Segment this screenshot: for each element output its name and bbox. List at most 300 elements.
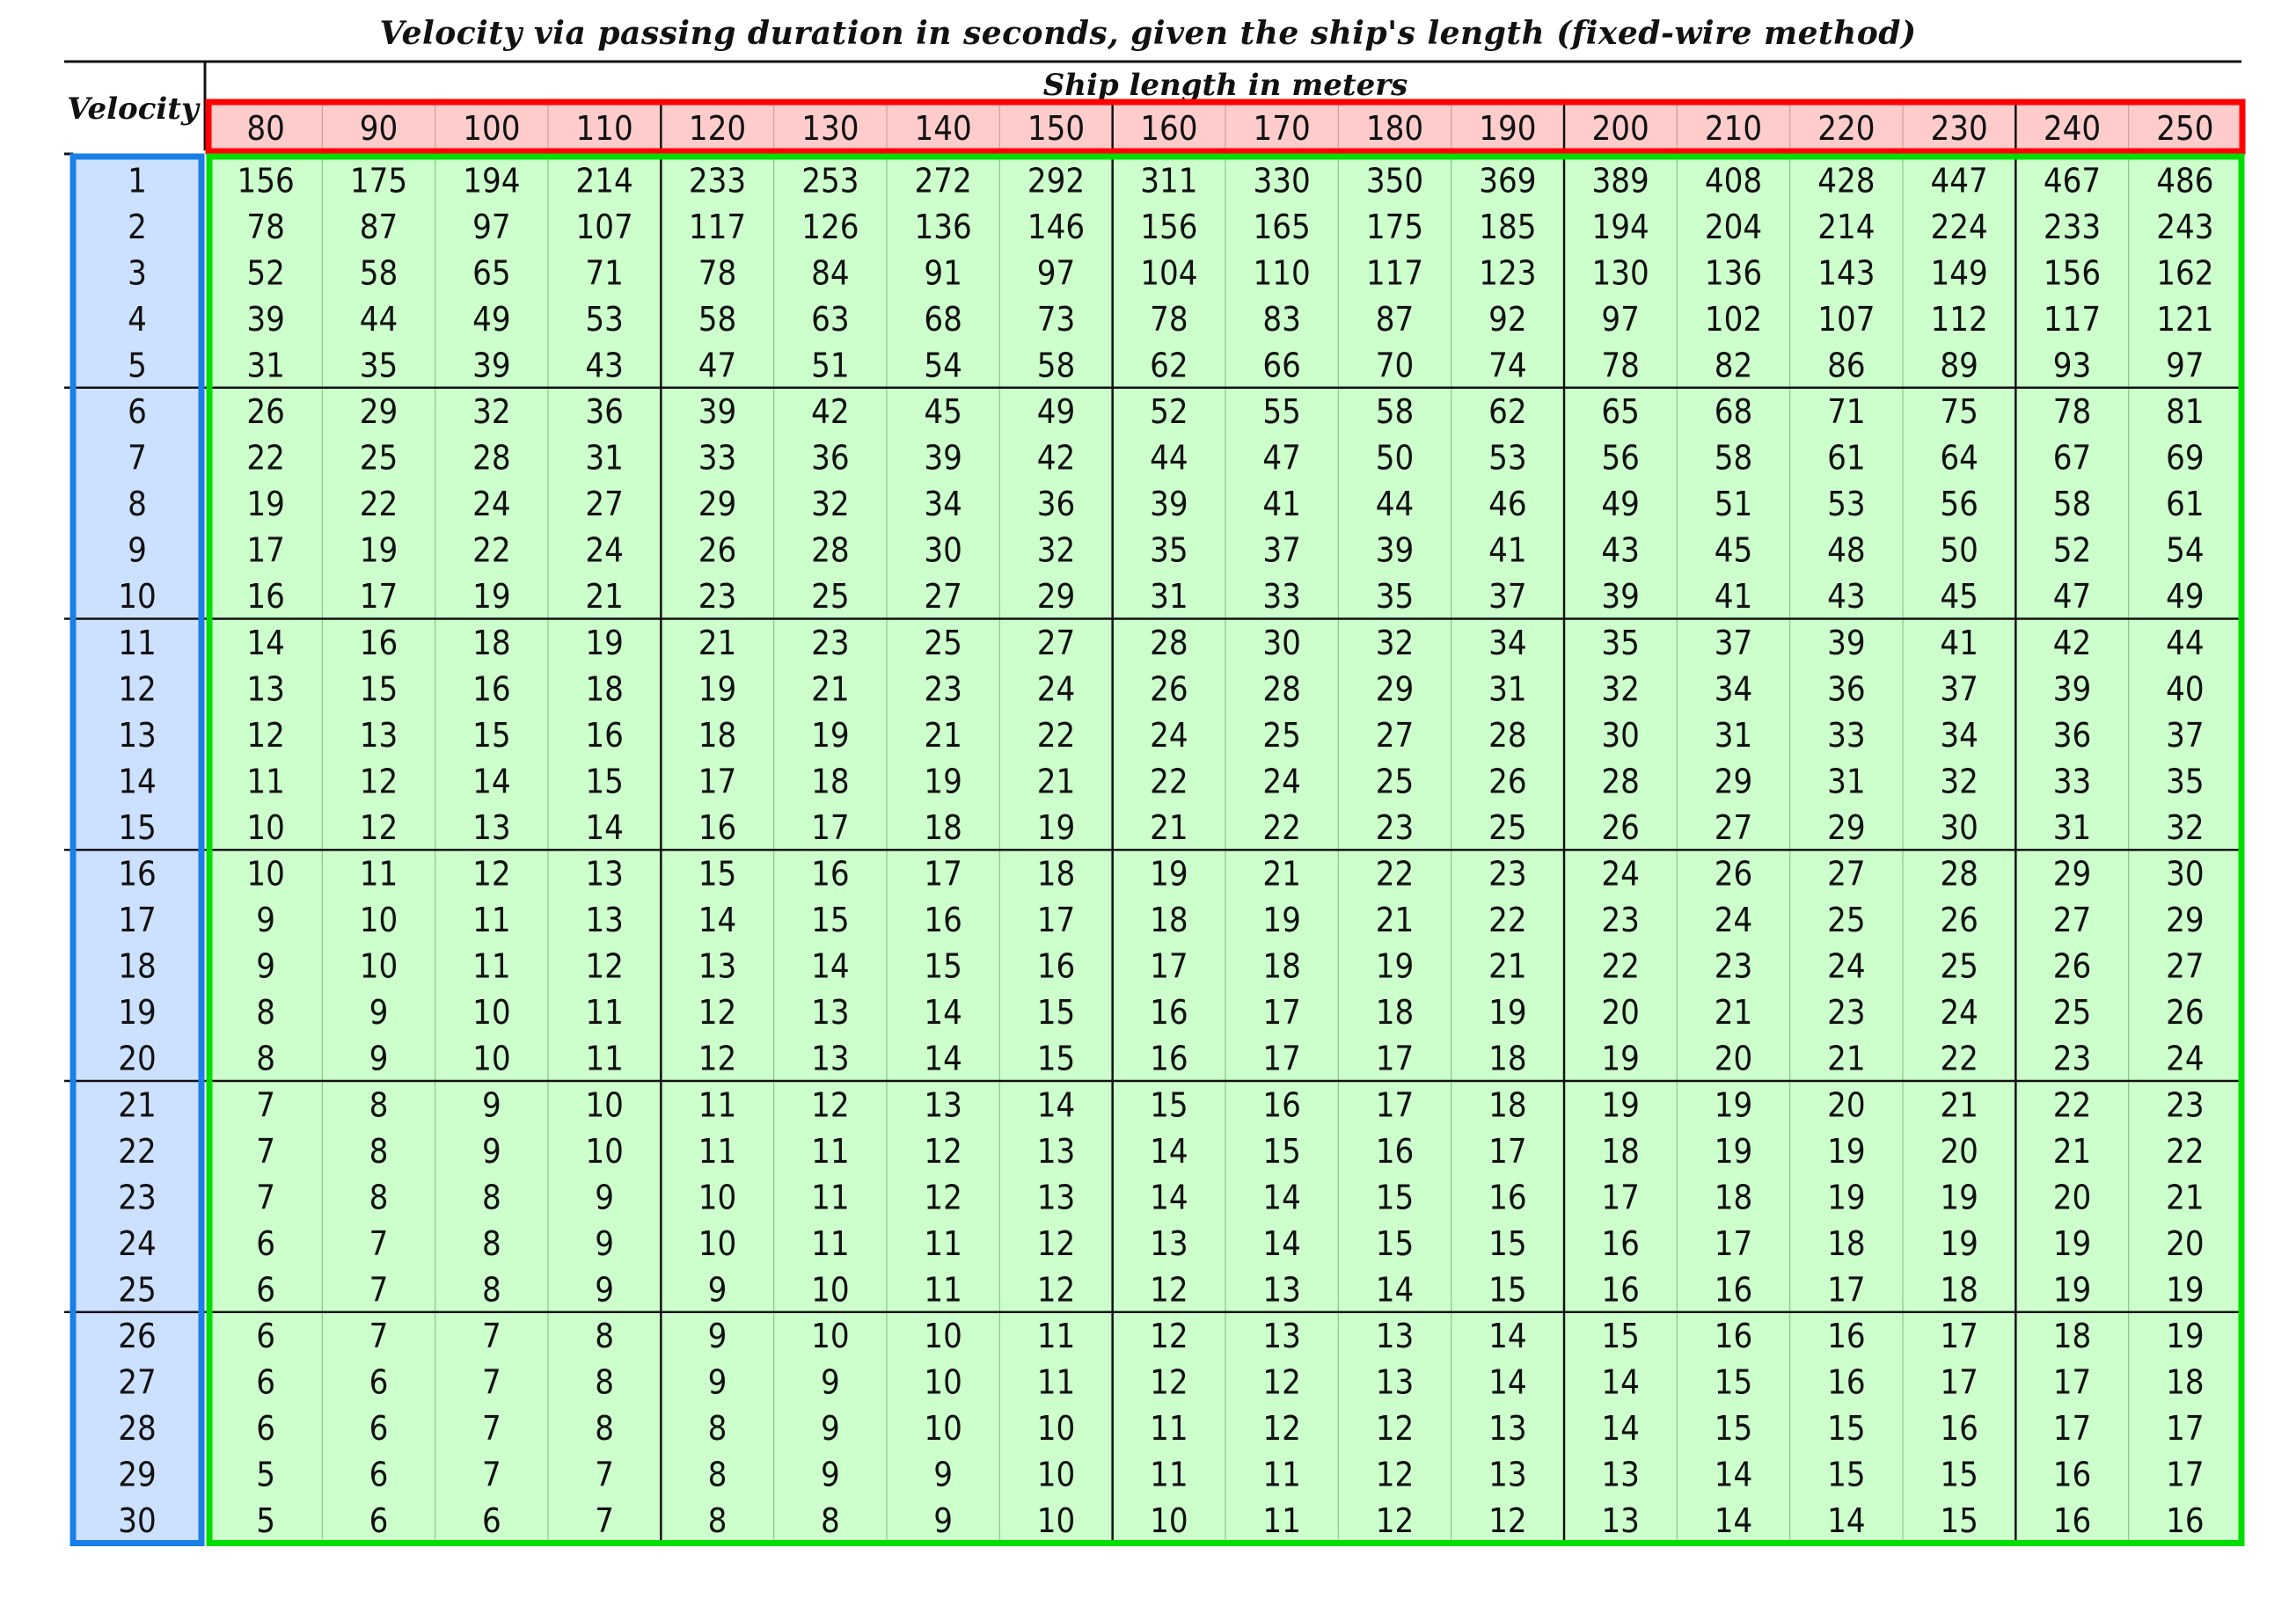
table-cell: 11 [1262,1455,1301,1494]
table-cell: 12 [1375,1409,1415,1449]
table-cell: 10 [811,1270,850,1310]
table-cell: 8 [707,1455,728,1494]
table-cell: 13 [1262,1317,1301,1356]
table-cell: 467 [2043,161,2102,201]
table-cell: 15 [1375,1178,1415,1217]
table-cell: 13 [472,807,511,847]
table-cell: 58 [1375,392,1415,432]
table-cell: 39 [698,392,737,432]
column-header-cell: 150 [1027,109,1086,148]
table-cell: 49 [2166,577,2205,617]
table-cell: 447 [1930,161,1988,201]
table-cell: 67 [2052,438,2092,478]
table-cell: 136 [914,207,972,246]
table-cell: 23 [811,623,850,662]
table-cell: 78 [1150,299,1188,339]
row-header-cell: 23 [118,1178,157,1217]
table-title: Velocity via passing duration in seconds, given the ship's length (fixed-wire method) [379,15,1917,52]
table-cell: 12 [1150,1270,1188,1310]
table-cell: 62 [1150,346,1188,385]
table-cell: 17 [246,530,285,570]
column-header-cell: 250 [2156,109,2214,148]
table-cell: 14 [585,807,624,847]
table-cell: 18 [472,623,511,662]
table-cell: 389 [1591,161,1649,201]
table-cell: 24 [2166,1039,2205,1078]
table-cell: 24 [472,485,511,524]
table-cell: 32 [811,485,850,524]
row-header-cell: 9 [128,530,147,570]
table-cell: 32 [1375,623,1415,662]
table-cell: 8 [481,1223,501,1263]
table-cell: 39 [246,299,285,339]
table-cell: 19 [1827,1178,1866,1217]
table-cell: 10 [1036,1455,1076,1494]
table-cell: 16 [2052,1501,2092,1541]
table-cell: 25 [1262,715,1301,755]
table-cell: 23 [698,577,737,617]
table-cell: 7 [256,1085,276,1125]
table-cell: 44 [359,299,399,339]
table-cell: 65 [1601,392,1640,432]
table-cell: 32 [2166,807,2205,847]
table-cell: 25 [1488,807,1527,847]
table-cell: 29 [359,392,399,432]
table-cell: 49 [1601,485,1640,524]
row-header-cell: 3 [128,253,147,293]
table-cell: 17 [1262,1039,1301,1078]
table-cell: 20 [1827,1085,1866,1125]
table-cell: 272 [914,161,972,201]
table-cell: 18 [1375,993,1415,1033]
table-cell: 224 [1930,207,1988,246]
table-cell: 13 [1262,1270,1301,1310]
table-cell: 35 [2166,762,2205,801]
table-cell: 8 [820,1501,840,1541]
table-cell: 19 [1827,1131,1866,1171]
table-cell: 14 [246,623,285,662]
table-cell: 20 [2166,1223,2205,1263]
table-cell: 20 [1714,1039,1753,1078]
table-cell: 19 [811,715,850,755]
table-cell: 16 [811,854,850,894]
table-cell: 34 [1488,623,1527,662]
table-cell: 15 [1827,1409,1866,1449]
table-cell: 21 [1036,762,1076,801]
table-cell: 53 [585,299,624,339]
table-cell: 48 [1827,530,1866,570]
table-cell: 12 [472,854,511,894]
table-cell: 13 [924,1085,962,1125]
table-cell: 15 [1036,1039,1076,1078]
table-cell: 22 [2052,1085,2092,1125]
table-cell: 37 [1714,623,1753,662]
table-cell: 81 [2166,392,2205,432]
table-cell: 68 [1714,392,1753,432]
table-cell: 10 [698,1223,737,1263]
table-cell: 65 [472,253,511,293]
table-cell: 32 [1940,762,1978,801]
row-header-cell: 8 [128,485,147,524]
table-cell: 26 [1488,762,1527,801]
table-cell: 47 [1262,438,1301,478]
table-cell: 58 [2052,485,2092,524]
table-cell: 13 [585,854,624,894]
table-cell: 92 [1488,299,1527,339]
table-cell: 21 [585,577,624,617]
table-cell: 11 [246,762,285,801]
table-cell: 32 [1036,530,1076,570]
table-cell: 53 [1488,438,1527,478]
column-header-cell: 200 [1591,109,1649,148]
table-cell: 14 [811,946,850,986]
table-cell: 9 [820,1362,840,1402]
row-header-cell: 27 [118,1362,157,1402]
table-cell: 41 [1262,485,1301,524]
row-header-cell: 26 [118,1317,157,1356]
table-cell: 11 [698,1085,737,1125]
table-cell: 6 [256,1317,276,1356]
table-cell: 13 [811,993,850,1033]
table-cell: 11 [811,1178,850,1217]
table-cell: 47 [2052,577,2092,617]
table-cell: 23 [2052,1039,2092,1078]
table-cell: 26 [1940,901,1978,940]
row-header-cell: 30 [118,1501,157,1541]
table-cell: 117 [2043,299,2102,339]
table-cell: 31 [246,346,285,385]
table-cell: 24 [1714,901,1753,940]
table-cell: 24 [1150,715,1188,755]
table-cell: 13 [1375,1317,1415,1356]
table-cell: 102 [1704,299,1763,339]
table-cell: 54 [924,346,962,385]
table-cell: 14 [1150,1131,1188,1171]
table-cell: 21 [1940,1085,1978,1125]
table-cell: 22 [1036,715,1076,755]
table-cell: 36 [1827,669,1866,709]
table-cell: 8 [369,1085,389,1125]
table-cell: 17 [2052,1362,2092,1402]
table-cell: 15 [1488,1223,1527,1263]
table-cell: 175 [1365,207,1424,246]
table-cell: 15 [924,946,962,986]
table-cell: 84 [811,253,850,293]
table-cell: 21 [1827,1039,1866,1078]
table-cell: 36 [585,392,624,432]
row-header-cell: 4 [128,299,147,339]
table-cell: 14 [1488,1317,1527,1356]
table-cell: 28 [1488,715,1527,755]
table-cell: 9 [595,1223,615,1263]
table-cell: 5 [256,1501,276,1541]
table-cell: 17 [359,577,399,617]
column-header-cell: 120 [688,109,747,148]
table-cell: 37 [2166,715,2205,755]
table-cell: 62 [1488,392,1527,432]
row-header-cell: 13 [118,715,157,755]
table-cell: 78 [1601,346,1640,385]
table-cell: 29 [698,485,737,524]
table-cell: 8 [481,1178,501,1217]
table-cell: 19 [585,623,624,662]
table-cell: 121 [2156,299,2214,339]
table-cell: 194 [1591,207,1649,246]
table-cell: 22 [1150,762,1188,801]
table-cell: 18 [2052,1317,2092,1356]
row-header-cell: 16 [118,854,157,894]
table-cell: 16 [1036,946,1076,986]
table-cell: 22 [1375,854,1415,894]
table-cell: 24 [1827,946,1866,986]
table-cell: 7 [481,1409,501,1449]
table-cell: 126 [801,207,859,246]
table-cell: 97 [472,207,511,246]
column-header-cell: 140 [914,109,972,148]
table-cell: 11 [1262,1501,1301,1541]
table-cell: 17 [1036,901,1076,940]
table-cell: 29 [2166,901,2205,940]
table-cell: 9 [707,1317,728,1356]
table-cell: 34 [1714,669,1753,709]
table-cell: 35 [1150,530,1188,570]
table-cell: 43 [585,346,624,385]
table-cell: 52 [2052,530,2092,570]
table-cell: 9 [707,1270,728,1310]
table-cell: 21 [698,623,737,662]
table-cell: 107 [1817,299,1876,339]
table-cell: 369 [1479,161,1537,201]
table-cell: 17 [924,854,962,894]
table-cell: 17 [1375,1085,1415,1125]
table-cell: 11 [1150,1455,1188,1494]
table-cell: 130 [1591,253,1649,293]
table-cell: 8 [595,1409,615,1449]
table-cell: 11 [585,993,624,1033]
table-cell: 123 [1479,253,1537,293]
table-cell: 25 [359,438,399,478]
table-cell: 28 [811,530,850,570]
table-cell: 19 [246,485,285,524]
row-header-cell: 22 [118,1131,157,1171]
table-cell: 24 [1601,854,1640,894]
table-cell: 175 [349,161,408,201]
table-cell: 12 [359,762,399,801]
table-cell: 18 [924,807,962,847]
table-cell: 29 [1036,577,1076,617]
table-cell: 19 [1940,1178,1978,1217]
table-cell: 22 [359,485,399,524]
table-cell: 44 [1375,485,1415,524]
table-cell: 10 [246,854,285,894]
table-cell: 110 [1253,253,1311,293]
row-header-cell: 18 [118,946,157,986]
row-header-cell: 12 [118,669,157,709]
table-cell: 19 [2052,1223,2092,1263]
table-cell: 24 [1940,993,1978,1033]
table-cell: 16 [1488,1178,1527,1217]
table-cell: 12 [246,715,285,755]
table-cell: 56 [1601,438,1640,478]
column-header-cell: 230 [1930,109,1988,148]
column-header-cell: 210 [1704,109,1763,148]
table-cell: 18 [1488,1085,1527,1125]
table-cell: 21 [1375,901,1415,940]
table-cell: 43 [1601,530,1640,570]
table-cell: 11 [924,1223,962,1263]
table-cell: 18 [698,715,737,755]
table-cell: 11 [472,946,511,986]
table-cell: 73 [1036,299,1076,339]
table-cell: 16 [924,901,962,940]
table-cell: 23 [1375,807,1415,847]
table-cell: 78 [2052,392,2092,432]
table-cell: 12 [1375,1501,1415,1541]
column-header-cell: 180 [1365,109,1424,148]
table-cell: 28 [1150,623,1188,662]
table-cell: 58 [698,299,737,339]
table-cell: 12 [924,1131,962,1171]
table-cell: 19 [2166,1270,2205,1310]
table-cell: 49 [472,299,511,339]
table-cell: 83 [1262,299,1301,339]
table-cell: 31 [585,438,624,478]
table-cell: 9 [369,1039,389,1078]
table-cell: 29 [1827,807,1866,847]
table-cell: 16 [472,669,511,709]
table-cell: 19 [1714,1131,1753,1171]
table-cell: 15 [1036,993,1076,1033]
table-cell: 63 [811,299,850,339]
table-cell: 27 [2052,901,2092,940]
column-header-cell: 80 [246,109,285,148]
table-cell: 13 [1375,1362,1415,1402]
table-cell: 8 [369,1178,389,1217]
table-cell: 104 [1140,253,1198,293]
column-header-label: Ship length in meters [1042,68,1408,103]
table-cell: 7 [595,1501,615,1541]
table-cell: 136 [1704,253,1763,293]
table-cell: 78 [246,207,285,246]
row-header-cell: 1 [128,161,147,201]
table-cell: 97 [2166,346,2205,385]
row-header-cell: 15 [118,807,157,847]
table-cell: 11 [1036,1362,1076,1402]
table-cell: 143 [1817,253,1876,293]
table-cell: 39 [472,346,511,385]
table-cell: 16 [1940,1409,1978,1449]
table-cell: 75 [1940,392,1978,432]
table-cell: 13 [1601,1455,1640,1494]
table-cell: 9 [595,1270,615,1310]
table-cell: 12 [585,946,624,986]
table-cell: 21 [1714,993,1753,1033]
table-cell: 22 [472,530,511,570]
table-cell: 46 [1488,485,1527,524]
table-cell: 15 [585,762,624,801]
table-cell: 58 [359,253,399,293]
table-cell: 8 [369,1131,389,1171]
table-cell: 21 [1150,807,1188,847]
table-cell: 52 [246,253,285,293]
table-cell: 16 [359,623,399,662]
table-cell: 17 [1488,1131,1527,1171]
table-cell: 22 [1488,901,1527,940]
table-cell: 25 [1940,946,1978,986]
row-header-cell: 14 [118,762,157,801]
table-cell: 12 [1375,1455,1415,1494]
table-cell: 156 [1140,207,1198,246]
table-cell: 311 [1140,161,1198,201]
table-cell: 70 [1375,346,1415,385]
table-cell: 19 [698,669,737,709]
table-cell: 7 [481,1455,501,1494]
table-cell: 14 [924,993,962,1033]
table-cell: 10 [1036,1409,1076,1449]
table-cell: 6 [256,1362,276,1402]
table-cell: 6 [369,1409,389,1449]
table-cell: 6 [481,1501,501,1541]
table-cell: 23 [1714,946,1753,986]
table-cell: 52 [1150,392,1188,432]
table-cell: 10 [924,1409,962,1449]
table-cell: 12 [1150,1317,1188,1356]
table-cell: 9 [707,1362,728,1402]
table-cell: 21 [2166,1178,2205,1217]
table-cell: 9 [256,946,276,986]
table-cell: 56 [1940,485,1978,524]
table-cell: 43 [1827,577,1866,617]
table-cell: 97 [1036,253,1076,293]
table-cell: 11 [811,1131,850,1171]
column-header-cell: 240 [2043,109,2102,148]
table-cell: 39 [1827,623,1866,662]
column-header-cell: 190 [1479,109,1537,148]
table-cell: 13 [698,946,737,986]
table-cell: 17 [1714,1223,1753,1263]
table-cell: 6 [256,1409,276,1449]
table-cell: 17 [2166,1455,2205,1494]
table-cell: 26 [246,392,285,432]
table-cell: 50 [1375,438,1415,478]
table-cell: 9 [481,1085,501,1125]
table-cell: 10 [585,1131,624,1171]
table-cell: 14 [1714,1455,1753,1494]
table-cell: 10 [246,807,285,847]
table-cell: 21 [2052,1131,2092,1171]
table-cell: 20 [2052,1178,2092,1217]
table-cell: 10 [1036,1501,1076,1541]
table-cell: 16 [1375,1131,1415,1171]
table-cell: 13 [585,901,624,940]
table-cell: 9 [820,1455,840,1494]
table-cell: 156 [237,161,295,201]
table-cell: 17 [2052,1409,2092,1449]
table-cell: 44 [1150,438,1188,478]
column-header-cell: 100 [463,109,521,148]
table-cell: 17 [1601,1178,1640,1217]
table-cell: 6 [256,1270,276,1310]
table-cell: 45 [1714,530,1753,570]
table-cell: 24 [1036,669,1076,709]
table-cell: 39 [1375,530,1415,570]
table-cell: 16 [1714,1270,1753,1310]
table-cell: 14 [698,901,737,940]
table-cell: 7 [481,1362,501,1402]
table-cell: 39 [2052,669,2092,709]
table-cell: 13 [1488,1455,1527,1494]
table-cell: 24 [585,530,624,570]
